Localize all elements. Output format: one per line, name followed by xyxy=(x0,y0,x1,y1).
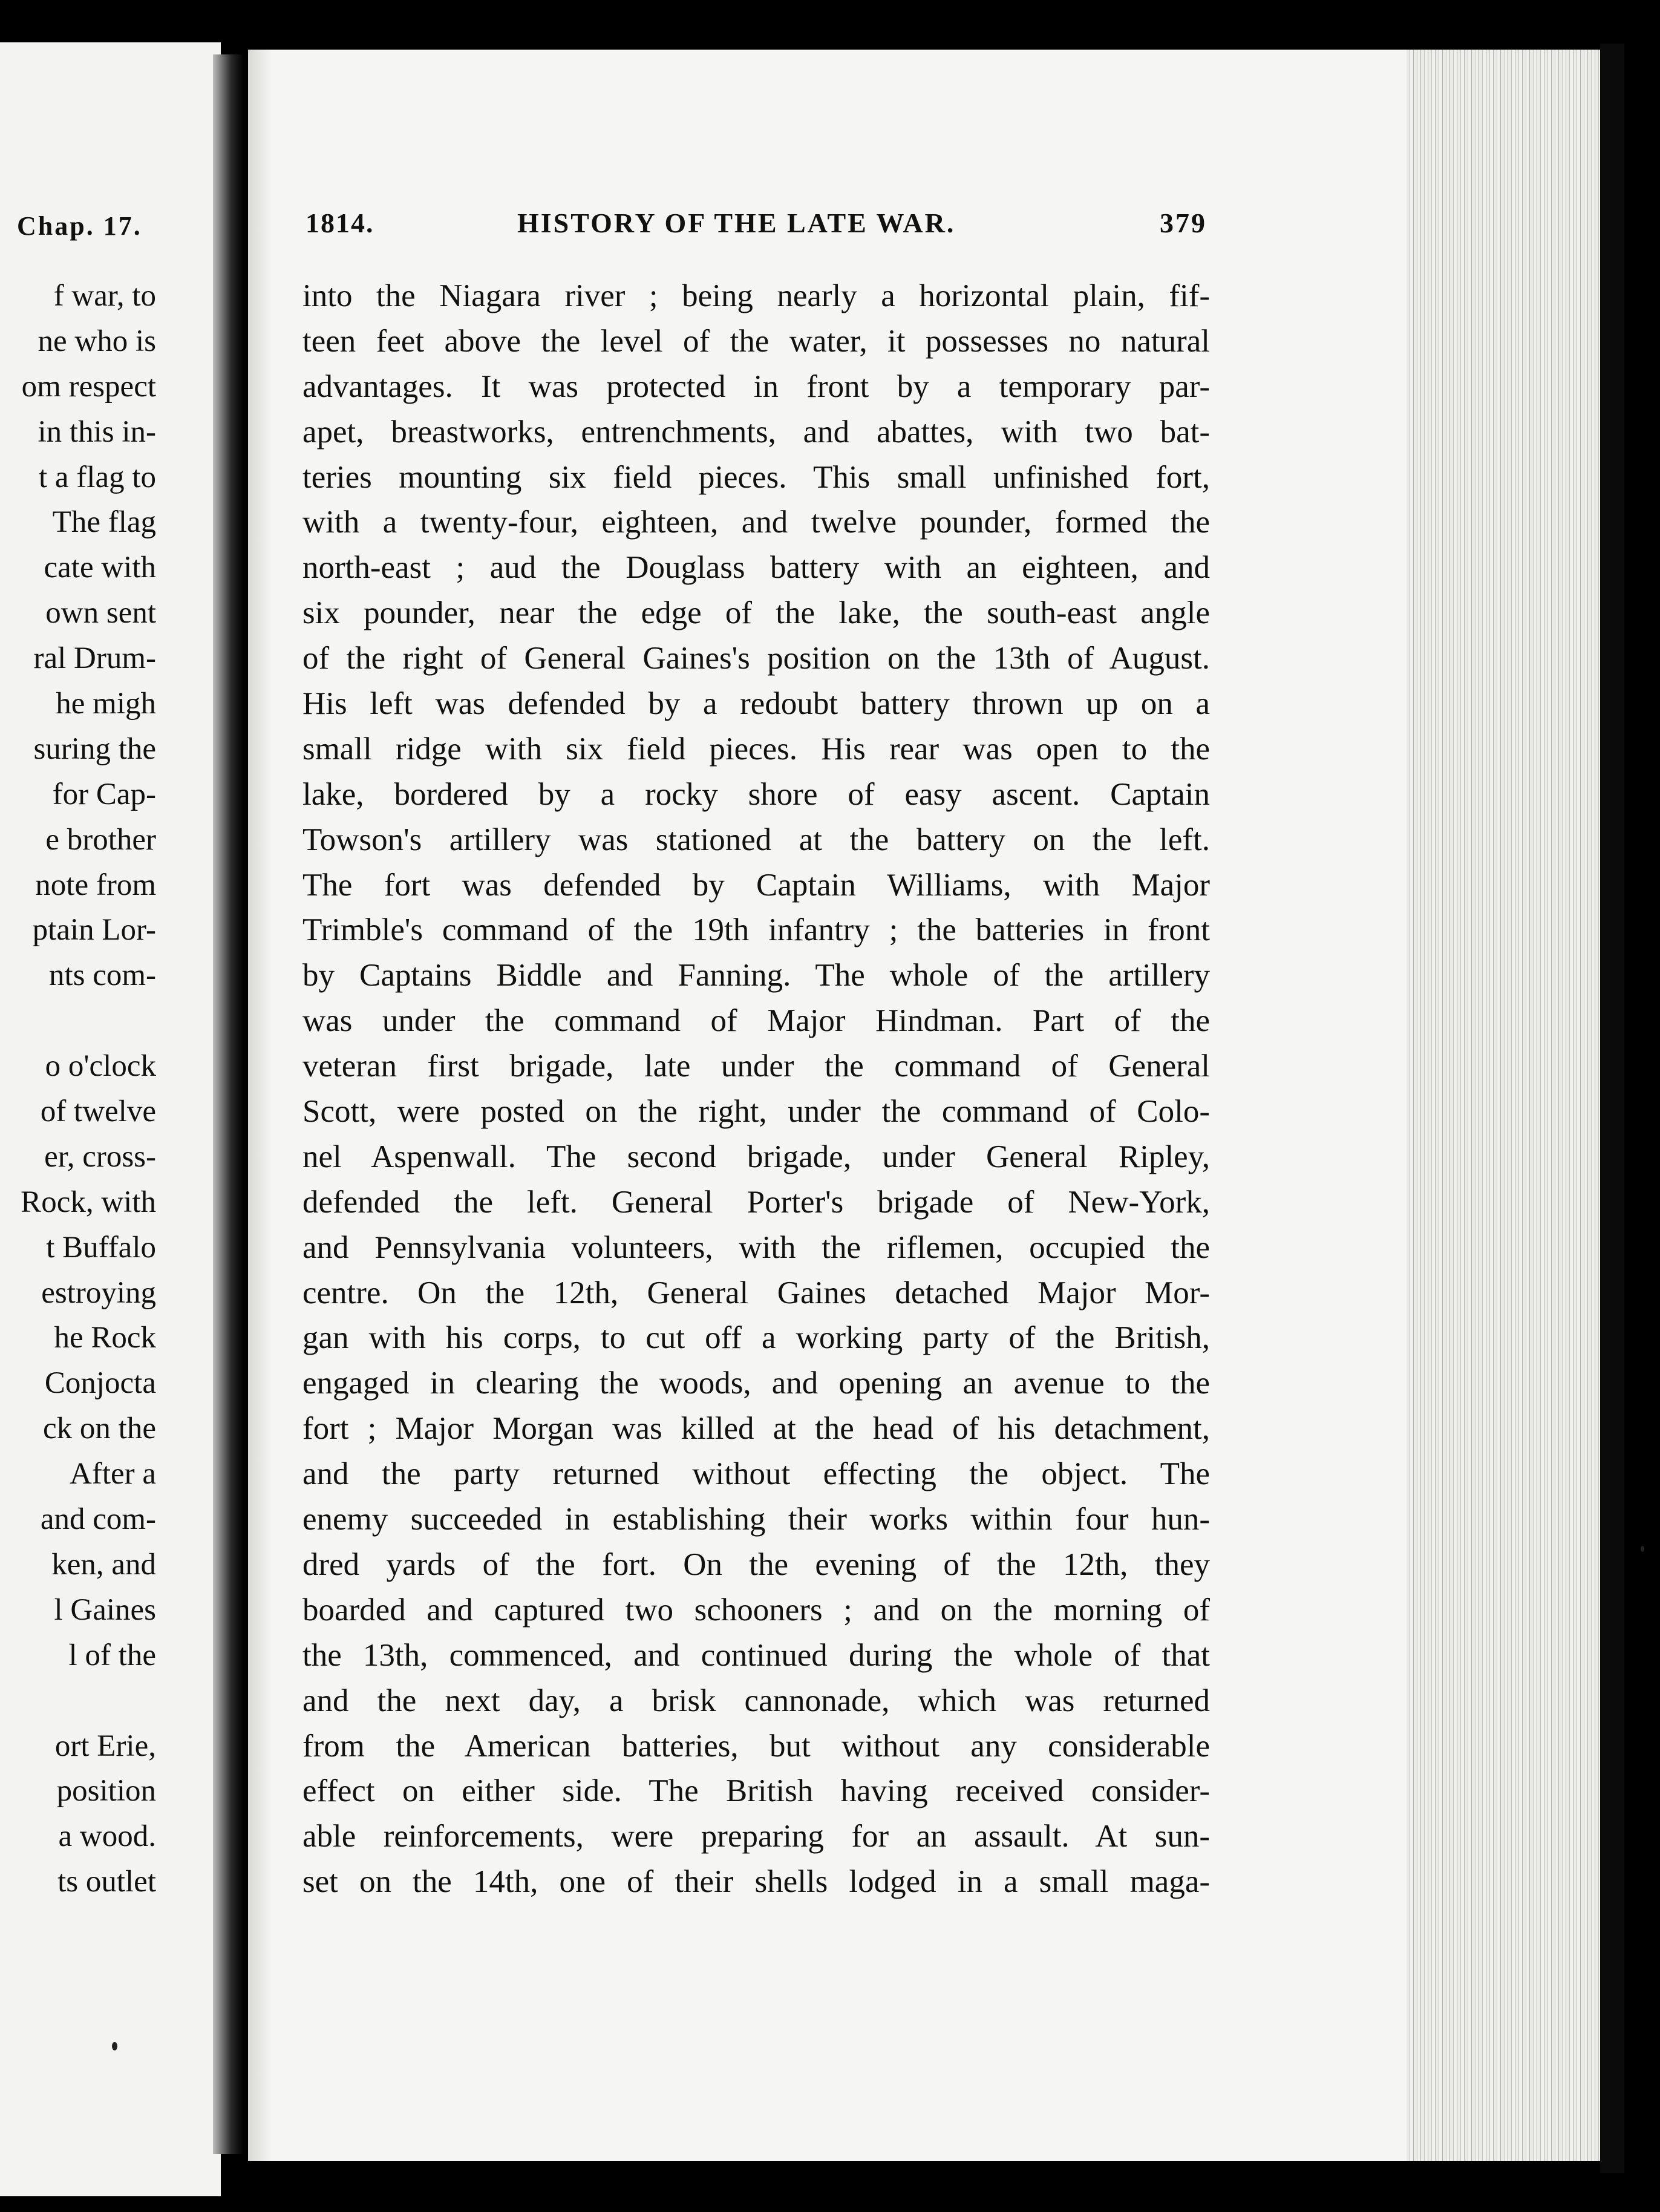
left-page-line: ken, and xyxy=(51,1547,156,1582)
body-line: gan with his corps, to cut off a working party of the British, xyxy=(302,1320,1210,1356)
left-page-line: t Buffalo xyxy=(46,1230,156,1265)
left-page-chapter-header: Chap. 17. xyxy=(17,211,142,241)
left-page-line: position xyxy=(56,1774,156,1808)
left-page-line: Conjocta xyxy=(44,1366,156,1401)
body-line: with a twenty-four, eighteen, and twelve pounder, formed the xyxy=(302,505,1210,540)
left-page-line: for Cap- xyxy=(52,777,156,811)
body-line: and Pennsylvania volunteers, with the riflemen, occupied the xyxy=(302,1229,1210,1265)
print-speck xyxy=(112,2042,117,2050)
body-line: veteran first brigade, late under the command of General xyxy=(302,1049,1210,1084)
left-page-line: of twelve xyxy=(40,1095,156,1129)
body-line: small ridge with six field pieces. His rear was open to the xyxy=(302,731,1210,767)
body-line: The fort was defended by Captain Williams, with Major xyxy=(302,867,1210,903)
body-line: teen feet above the level of the water, it possesses no natural xyxy=(302,323,1210,359)
left-page-line: Rock, with xyxy=(21,1185,156,1219)
running-head-year: 1814. xyxy=(306,208,374,238)
left-page-line: nts com- xyxy=(48,958,156,993)
body-line: advantages. It was protected in front by a temporary par- xyxy=(302,368,1210,404)
page-gutter-fade xyxy=(248,50,272,2161)
left-page-line: ral Drum- xyxy=(33,641,156,676)
book-gutter-shadow xyxy=(213,54,243,2154)
left-page-line: l of the xyxy=(68,1638,156,1672)
left-page-line: ne who is xyxy=(38,324,156,358)
body-line: dred yards of the fort. On the evening of the 12th, they xyxy=(302,1546,1210,1582)
body-line: set on the 14th, one of their shells lodged in a small maga- xyxy=(302,1864,1210,1900)
left-page-line xyxy=(0,1678,156,1724)
left-page-line xyxy=(0,998,156,1044)
body-line: teries mounting six field pieces. This small unfinished fort, xyxy=(302,459,1210,495)
body-line: enemy succeeded in establishing their works within four hun- xyxy=(302,1502,1210,1537)
body-line: by Captains Biddle and Fanning. The whole of the artillery xyxy=(302,958,1210,993)
body-line: Towson's artillery was stationed at the battery on the left. xyxy=(302,822,1210,857)
body-line: Trimble's command of the 19th infantry ; the batteries in front xyxy=(302,912,1210,948)
left-page-line: e brother xyxy=(45,822,156,857)
left-page-line: ck on the xyxy=(43,1412,156,1446)
left-page-text-fragments xyxy=(0,273,156,1905)
print-speck xyxy=(1641,1546,1644,1552)
body-text xyxy=(302,273,1210,1905)
left-page-line: in this in- xyxy=(38,414,156,449)
left-page-line: t a flag to xyxy=(38,460,156,494)
page-number: 379 xyxy=(1160,208,1207,238)
body-line: His left was defended by a redoubt battery thrown up on a xyxy=(302,686,1210,722)
body-line: six pounder, near the edge of the lake, the south-east angle xyxy=(302,595,1210,631)
body-line: apet, breastworks, entrenchments, and abattes, with two bat- xyxy=(302,414,1210,450)
left-page-line: cate with xyxy=(44,551,156,585)
left-page-line: he Rock xyxy=(54,1321,156,1355)
left-page-line: f war, to xyxy=(53,279,156,313)
left-page-line: suring the xyxy=(33,731,156,766)
body-line: of the right of General Gaines's position on the 13th of August. xyxy=(302,641,1210,676)
body-line: was under the command of Major Hindman. Part of the xyxy=(302,1003,1210,1039)
left-page-line: om respect xyxy=(21,369,156,404)
running-head xyxy=(306,207,1207,246)
book-edge-strip xyxy=(1600,44,1624,2173)
body-line: north-east ; aud the Douglass battery with an eighteen, and xyxy=(302,550,1210,586)
body-line: the 13th, commenced, and continued during the whole of that xyxy=(302,1637,1210,1673)
body-line: and the next day, a brisk cannonade, which was returned xyxy=(302,1683,1210,1718)
body-line: and the party returned without effecting the object. The xyxy=(302,1456,1210,1492)
left-page-line: l Gaines xyxy=(54,1592,156,1627)
running-head-title: HISTORY OF THE LATE WAR. xyxy=(517,208,956,238)
left-page-line: After a xyxy=(70,1457,156,1491)
left-page-line: he migh xyxy=(56,687,156,721)
body-line: fort ; Major Morgan was killed at the head of his detachment, xyxy=(302,1411,1210,1447)
body-line: effect on either side. The British having received consider- xyxy=(302,1773,1210,1809)
body-line: defended the left. General Porter's brigade of New-York, xyxy=(302,1184,1210,1220)
body-line: from the American batteries, but without any considerable xyxy=(302,1728,1210,1764)
left-page-line: ort Erie, xyxy=(54,1729,156,1763)
left-page-line: o o'clock xyxy=(45,1049,156,1084)
left-page-line: estroying xyxy=(41,1275,156,1310)
body-line: able reinforcements, were preparing for an assault. At sun- xyxy=(302,1819,1210,1854)
body-line: into the Niagara river ; being nearly a horizontal plain, fif- xyxy=(302,278,1210,313)
body-line: Scott, were posted on the right, under the command of Colo- xyxy=(302,1094,1210,1130)
left-page-line: er, cross- xyxy=(44,1139,156,1174)
body-line: boarded and captured two schooners ; and on the morning of xyxy=(302,1592,1210,1628)
body-line: engaged in clearing the woods, and opening an avenue to the xyxy=(302,1366,1210,1401)
left-page-line: The flag xyxy=(52,505,156,540)
body-line: nel Aspenwall. The second brigade, under General Ripley, xyxy=(302,1139,1210,1174)
body-line: centre. On the 12th, General Gaines detached Major Mor- xyxy=(302,1275,1210,1311)
left-page-line: a wood. xyxy=(58,1819,156,1854)
left-page-line: ptain Lor- xyxy=(32,913,156,947)
page-edges-stack xyxy=(1407,50,1600,2161)
body-line: lake, bordered by a rocky shore of easy ascent. Captain xyxy=(302,776,1210,812)
left-page-line: ts outlet xyxy=(57,1865,156,1899)
left-page-line: and com- xyxy=(40,1502,156,1537)
left-page-line: own sent xyxy=(45,596,156,630)
left-page-line: note from xyxy=(35,868,156,902)
